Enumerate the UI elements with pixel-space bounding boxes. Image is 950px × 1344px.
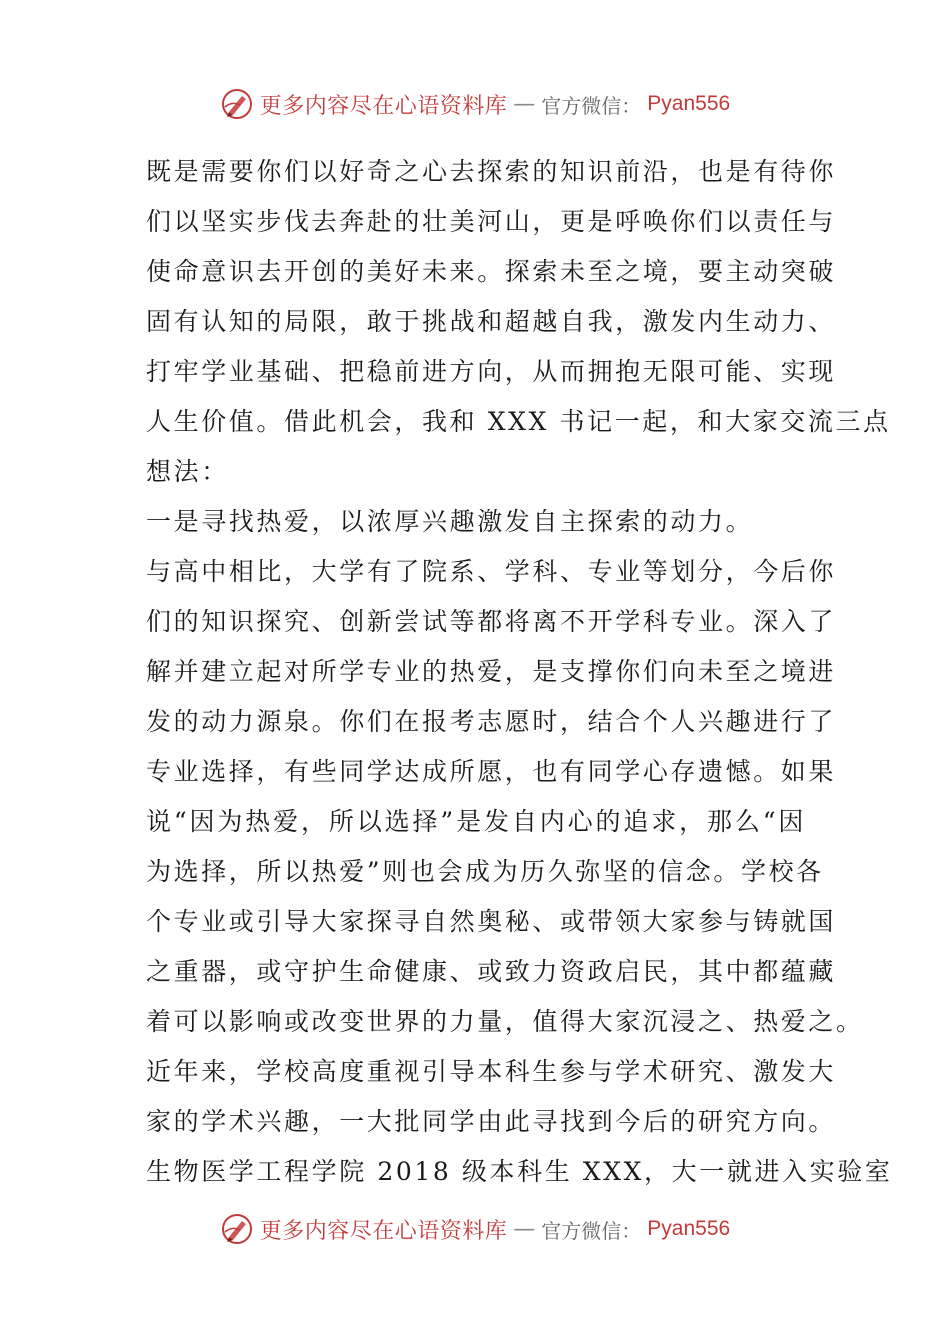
watermark-main-text: 更多内容尽在心语资料库 [259,93,508,119]
text-line: 近年来，学校高度重视引导本科生参与学术研究、激发大 [146,1057,837,1086]
document-body [146,147,893,1197]
text-line: 解并建立起对所学专业的热爱，是支撑你们向未至之境进 [146,657,837,686]
text-line: 为选择，所以热爱”则也会成为历久弥坚的信念。学校各 [146,857,824,886]
text-line: 固有认知的局限，敢于挑战和超越自我，激发内生动力、 [146,307,837,336]
text-line: 说“因为热爱，所以选择”是发自内心的追求，那么“因 [146,807,806,836]
text-line: 着可以影响或改变世界的力量，值得大家沉浸之、热爱之。 [146,1007,864,1036]
text-line: 想法： [146,457,229,486]
pen-logo-icon [220,1212,254,1246]
watermark-dash: — [513,1216,536,1242]
text-line: 发的动力源泉。你们在报考志愿时，结合个人兴趣进行了 [146,707,837,736]
watermark-wechat-label: 官方微信： [541,93,642,118]
text-line: 使命意识去开创的美好未来。探索未至之境，要主动突破 [146,257,837,286]
footer-watermark [0,1207,950,1251]
text-line: 生物医学工程学院 2018 级本科生 XXX，大一就进入实验室 [146,1157,893,1186]
watermark-wechat-id: Pyan556 [647,92,731,115]
watermark-wechat-label: 官方微信： [541,1218,642,1243]
text-line: 们以坚实步伐去奔赴的壮美河山，更是呼唤你们以责任与 [146,207,837,236]
header-watermark [0,82,950,126]
watermark-main-text: 更多内容尽在心语资料库 [259,1218,508,1244]
text-line: 们的知识探究、创新尝试等都将离不开学科专业。深入了 [146,607,837,636]
watermark-dash: — [513,91,536,117]
text-line: 之重器，或守护生命健康、或致力资政启民，其中都蕴藏 [146,957,837,986]
watermark-wechat-id: Pyan556 [647,1217,731,1240]
text-line: 打牢学业基础、把稳前进方向，从而拥抱无限可能、实现 [146,357,837,386]
text-line: 家的学术兴趣，一大批同学由此寻找到今后的研究方向。 [146,1107,837,1136]
section-heading: 一是寻找热爱，以浓厚兴趣激发自主探索的动力。 [146,507,754,536]
text-line: 专业选择，有些同学达成所愿，也有同学心存遗憾。如果 [146,757,837,786]
text-line: 与高中相比，大学有了院系、学科、专业等划分，今后你 [146,557,837,586]
text-line: 人生价值。借此机会，我和 XXX 书记一起，和大家交流三点 [146,407,891,436]
pen-logo-icon [220,87,254,121]
text-line: 个专业或引导大家探寻自然奥秘、或带领大家参与铸就国 [146,907,837,936]
text-line: 既是需要你们以好奇之心去探索的知识前沿，也是有待你 [146,157,837,186]
